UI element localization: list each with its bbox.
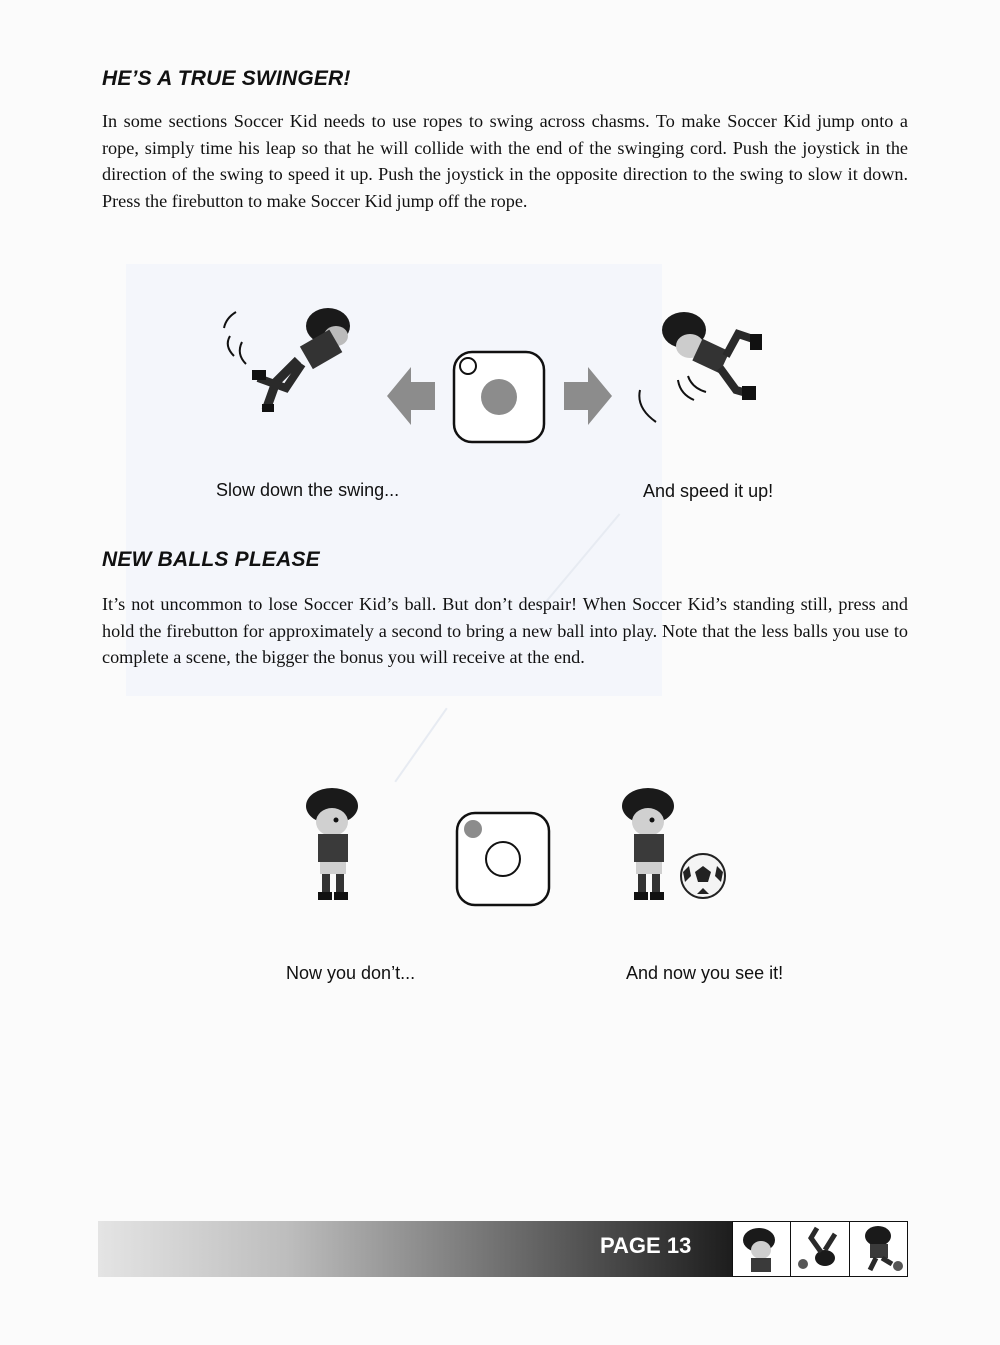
- soccer-kid-face-icon: [733, 1222, 789, 1274]
- caption-now-you-dont: Now you don’t...: [286, 963, 416, 983]
- section-heading-new-balls: NEW BALLS PLEASE: [102, 548, 320, 571]
- soccer-kid-swinging-sprite: [218, 298, 366, 418]
- joystick-firebutton-icon: [452, 350, 546, 444]
- soccer-kid-with-ball-sprite: [614, 786, 682, 904]
- footer-thumbnail: [849, 1222, 907, 1276]
- footer-thumbnails: [732, 1221, 908, 1277]
- caption-speed-up: And speed it up!: [643, 481, 774, 501]
- section-body-new-balls: It’s not uncommon to lose Soccer Kid’s ball. But don’t despair! When Soccer Kid’s standing still, press and hold the firebutton for approximately a second to bring a new ball into play. Note that the less balls you use to complete a scene, the bigger the bonus you will receive at the end.: [102, 594, 908, 667]
- left-arrow-icon: [387, 367, 435, 425]
- section-body-swinger: In some sections Soccer Kid needs to use ropes to swing across chasms. To make Soccer Kid jump onto a rope, simply time his leap so that he will collide with the end of the swinging cord. Push the joystick in the direction of the swing to speed it up. Push the joystick in the opposite direction to the swing to slow it down. Press the firebutton to make Soccer Kid jump off the rope.: [102, 111, 908, 211]
- footer-thumbnail: [790, 1222, 848, 1276]
- soccer-kid-swinging-fast-sprite: [632, 296, 768, 426]
- soccer-kid-kicking-icon: [850, 1222, 906, 1274]
- joystick-firebutton-icon: [455, 811, 551, 907]
- page-number: PAGE 13: [600, 1233, 692, 1258]
- section-heading-swinger: HE’S A TRUE SWINGER!: [102, 67, 351, 90]
- football-icon: [679, 852, 727, 900]
- caption-now-you-see-it: And now you see it!: [626, 963, 784, 983]
- caption-slow-down: Slow down the swing...: [216, 480, 400, 500]
- soccer-kid-standing-sprite: [298, 786, 364, 904]
- soccer-kid-bicycle-kick-icon: [791, 1222, 847, 1274]
- right-arrow-icon: [564, 367, 612, 425]
- bleed-through-line: [394, 708, 447, 783]
- footer-thumbnail: [733, 1222, 790, 1276]
